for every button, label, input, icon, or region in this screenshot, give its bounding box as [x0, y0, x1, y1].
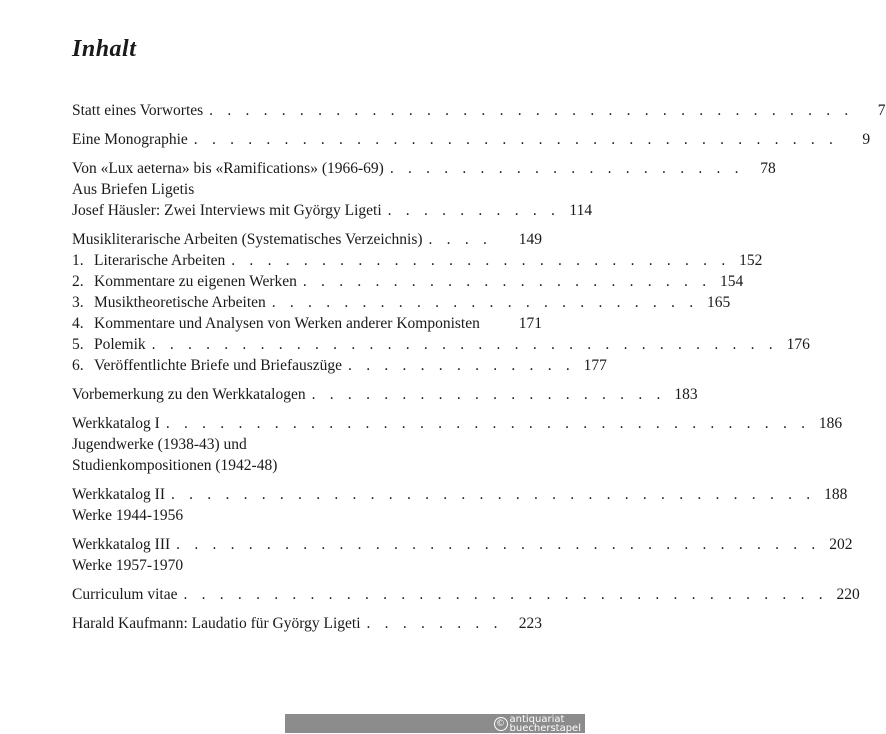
toc-entry-label: Werkkatalog I — [72, 415, 160, 432]
toc-entry-label: Von «Lux aeterna» bis «Ramifications» (1966-69) — [72, 160, 384, 177]
toc-subentry — [72, 271, 744, 292]
toc-entry-label: Curriculum vitae — [72, 586, 178, 603]
toc-entry — [72, 584, 860, 605]
toc-entry-page: 177 — [583, 357, 607, 374]
leader-dots: . . . . . . . . . . . . . . . . . . . . . . . . . . . . . . . . . . . . — [176, 536, 821, 553]
toc-entry — [72, 229, 542, 250]
leader-dots: . . . . . . . . . . . . . . . . . . . . . . . . . . . . . . . . . . . — [151, 336, 778, 353]
toc-entry-page: 171 — [518, 315, 542, 332]
leader-dots: . . . . . . . . . . . . . . . . . . . . — [311, 386, 666, 403]
toc-subtitle: Studienkompositionen (1942-48) — [72, 457, 278, 474]
leader-dots: . . . . — [428, 231, 493, 248]
toc-entry-page: 176 — [786, 336, 810, 353]
toc-entry-label: Werkkatalog III — [72, 536, 171, 553]
toc-group — [72, 413, 843, 476]
toc-entry-page: 220 — [836, 586, 860, 603]
toc-group — [72, 229, 810, 376]
toc-group — [72, 584, 860, 605]
toc-group — [72, 484, 848, 526]
toc-entry-page: 9 — [862, 131, 871, 148]
leader-dots: . . . . . . . . . . . . . . . . . . . . — [389, 160, 744, 177]
leader-dots: . . . . . . . . . . . . . . . . . . . . . . . — [302, 273, 712, 290]
toc-entry-page: 7 — [877, 102, 886, 119]
toc-entry-page: 183 — [674, 386, 698, 403]
toc-entry — [72, 413, 843, 434]
toc-entry-label: Musikliterarische Arbeiten (Systematisches Verzeichnis) — [72, 231, 423, 248]
toc-entry-page: 223 — [518, 615, 542, 632]
leader-dots: . . . . . . . . . . . . . . . . . . . . . . . . . . . . . . . . . . . . — [193, 131, 839, 148]
toc-entry-page: 165 — [707, 294, 731, 311]
toc-entry — [72, 200, 593, 221]
leader-dots: . . . . . . . . — [366, 615, 503, 632]
toc-entry-label: Werkkatalog II — [72, 486, 165, 503]
toc-entry-label: Kommentare zu eigenen Werken — [94, 273, 297, 290]
toc-entry-page: 188 — [824, 486, 848, 503]
toc-entry-label: Harald Kaufmann: Laudatio für György Ligeti — [72, 615, 361, 632]
toc-entry-page: 152 — [739, 252, 763, 269]
toc-group — [72, 158, 776, 221]
toc-subentry — [72, 250, 763, 271]
toc-entry-label: Musiktheoretische Arbeiten — [94, 294, 266, 311]
toc-subentry-number: 4. — [72, 315, 84, 332]
watermark-bar — [285, 714, 585, 733]
toc-subentry — [72, 334, 810, 355]
toc-entry-page: 186 — [818, 415, 843, 432]
toc-subentry — [72, 313, 542, 334]
toc-entry-label: Eine Monographie — [72, 131, 188, 148]
toc-group — [72, 129, 871, 150]
toc-entry — [72, 158, 776, 179]
watermark-line-2: buecherstapel — [509, 723, 581, 734]
toc-entry-label: Polemik — [94, 336, 146, 353]
toc-entry-label: Josef Häusler: Zwei Interviews mit György Ligeti — [72, 202, 382, 219]
toc-entry — [72, 484, 848, 505]
toc-entry — [72, 534, 853, 555]
toc-subtitle: Aus Briefen Ligetis — [72, 181, 195, 198]
toc-subtitle: Jugendwerke (1938-43) und — [72, 436, 247, 453]
toc-group — [72, 613, 542, 634]
toc-entry-label: Vorbemerkung zu den Werkkatalogen — [72, 386, 306, 403]
toc-entry — [72, 613, 542, 634]
leader-dots: . . . . . . . . . . . . . . . . . . . . . . . . . . . . . . . . . . . . — [183, 586, 828, 603]
toc-entry-page: 114 — [569, 202, 593, 219]
copyright-logo: © — [494, 717, 508, 731]
leader-dots: . . . . . . . . . . — [387, 202, 561, 219]
toc-subtitle: Werke 1944-1956 — [72, 507, 184, 524]
toc-entry-label: Statt eines Vorwortes — [72, 102, 204, 119]
toc-entry-page: 149 — [518, 231, 542, 248]
toc-entry-label: Literarische Arbeiten — [94, 252, 226, 269]
leader-dots: . . . . . . . . . . . . . . . . . . . . . . . . — [271, 294, 699, 311]
toc-subentry-number: 5. — [72, 336, 84, 353]
toc-subentry-number: 1. — [72, 252, 84, 269]
leader-dots: . . . . . . . . . . . . . — [348, 357, 575, 374]
toc-subtitle: Werke 1957-1970 — [72, 557, 184, 574]
toc-entry — [72, 129, 871, 150]
toc-subentry-number: 6. — [72, 357, 84, 374]
toc-subentry-number: 2. — [72, 273, 84, 290]
page-title: Inhalt — [72, 36, 137, 62]
toc-subentry — [72, 292, 731, 313]
leader-dots: . . . . . . . . . . . . . . . . . . . . . . . . . . . . . . . . . . . . — [209, 102, 854, 119]
toc-entry — [72, 100, 886, 121]
toc-group — [72, 534, 853, 576]
toc-entry-page: 154 — [720, 273, 744, 290]
toc-entry-page: 78 — [760, 160, 776, 177]
leader-dots: . . . . . . . . . . . . . . . . . . . . . . . . . . . . — [231, 252, 731, 269]
leader-dots: . . . . . . . . . . . . . . . . . . . . . . . . . . . . . . . . . . . . — [165, 415, 811, 432]
toc-entry — [72, 384, 698, 405]
watermark-line-1: antiquariat — [509, 714, 565, 725]
toc-subentry — [72, 355, 607, 376]
leader-dots: . . . . . . . . . . . . . . . . . . . . . . . . . . . . . . . . . . . . — [171, 486, 816, 503]
toc-entry-page: 202 — [829, 536, 853, 553]
toc-group — [72, 100, 886, 121]
toc-subentry-number: 3. — [72, 294, 84, 311]
toc-entry-label: Kommentare und Analysen von Werken anderer Komponisten — [94, 315, 480, 332]
toc-entry-label: Veröffentlichte Briefe und Briefauszüge — [94, 357, 343, 374]
table-of-contents — [72, 100, 886, 642]
toc-group — [72, 384, 698, 405]
